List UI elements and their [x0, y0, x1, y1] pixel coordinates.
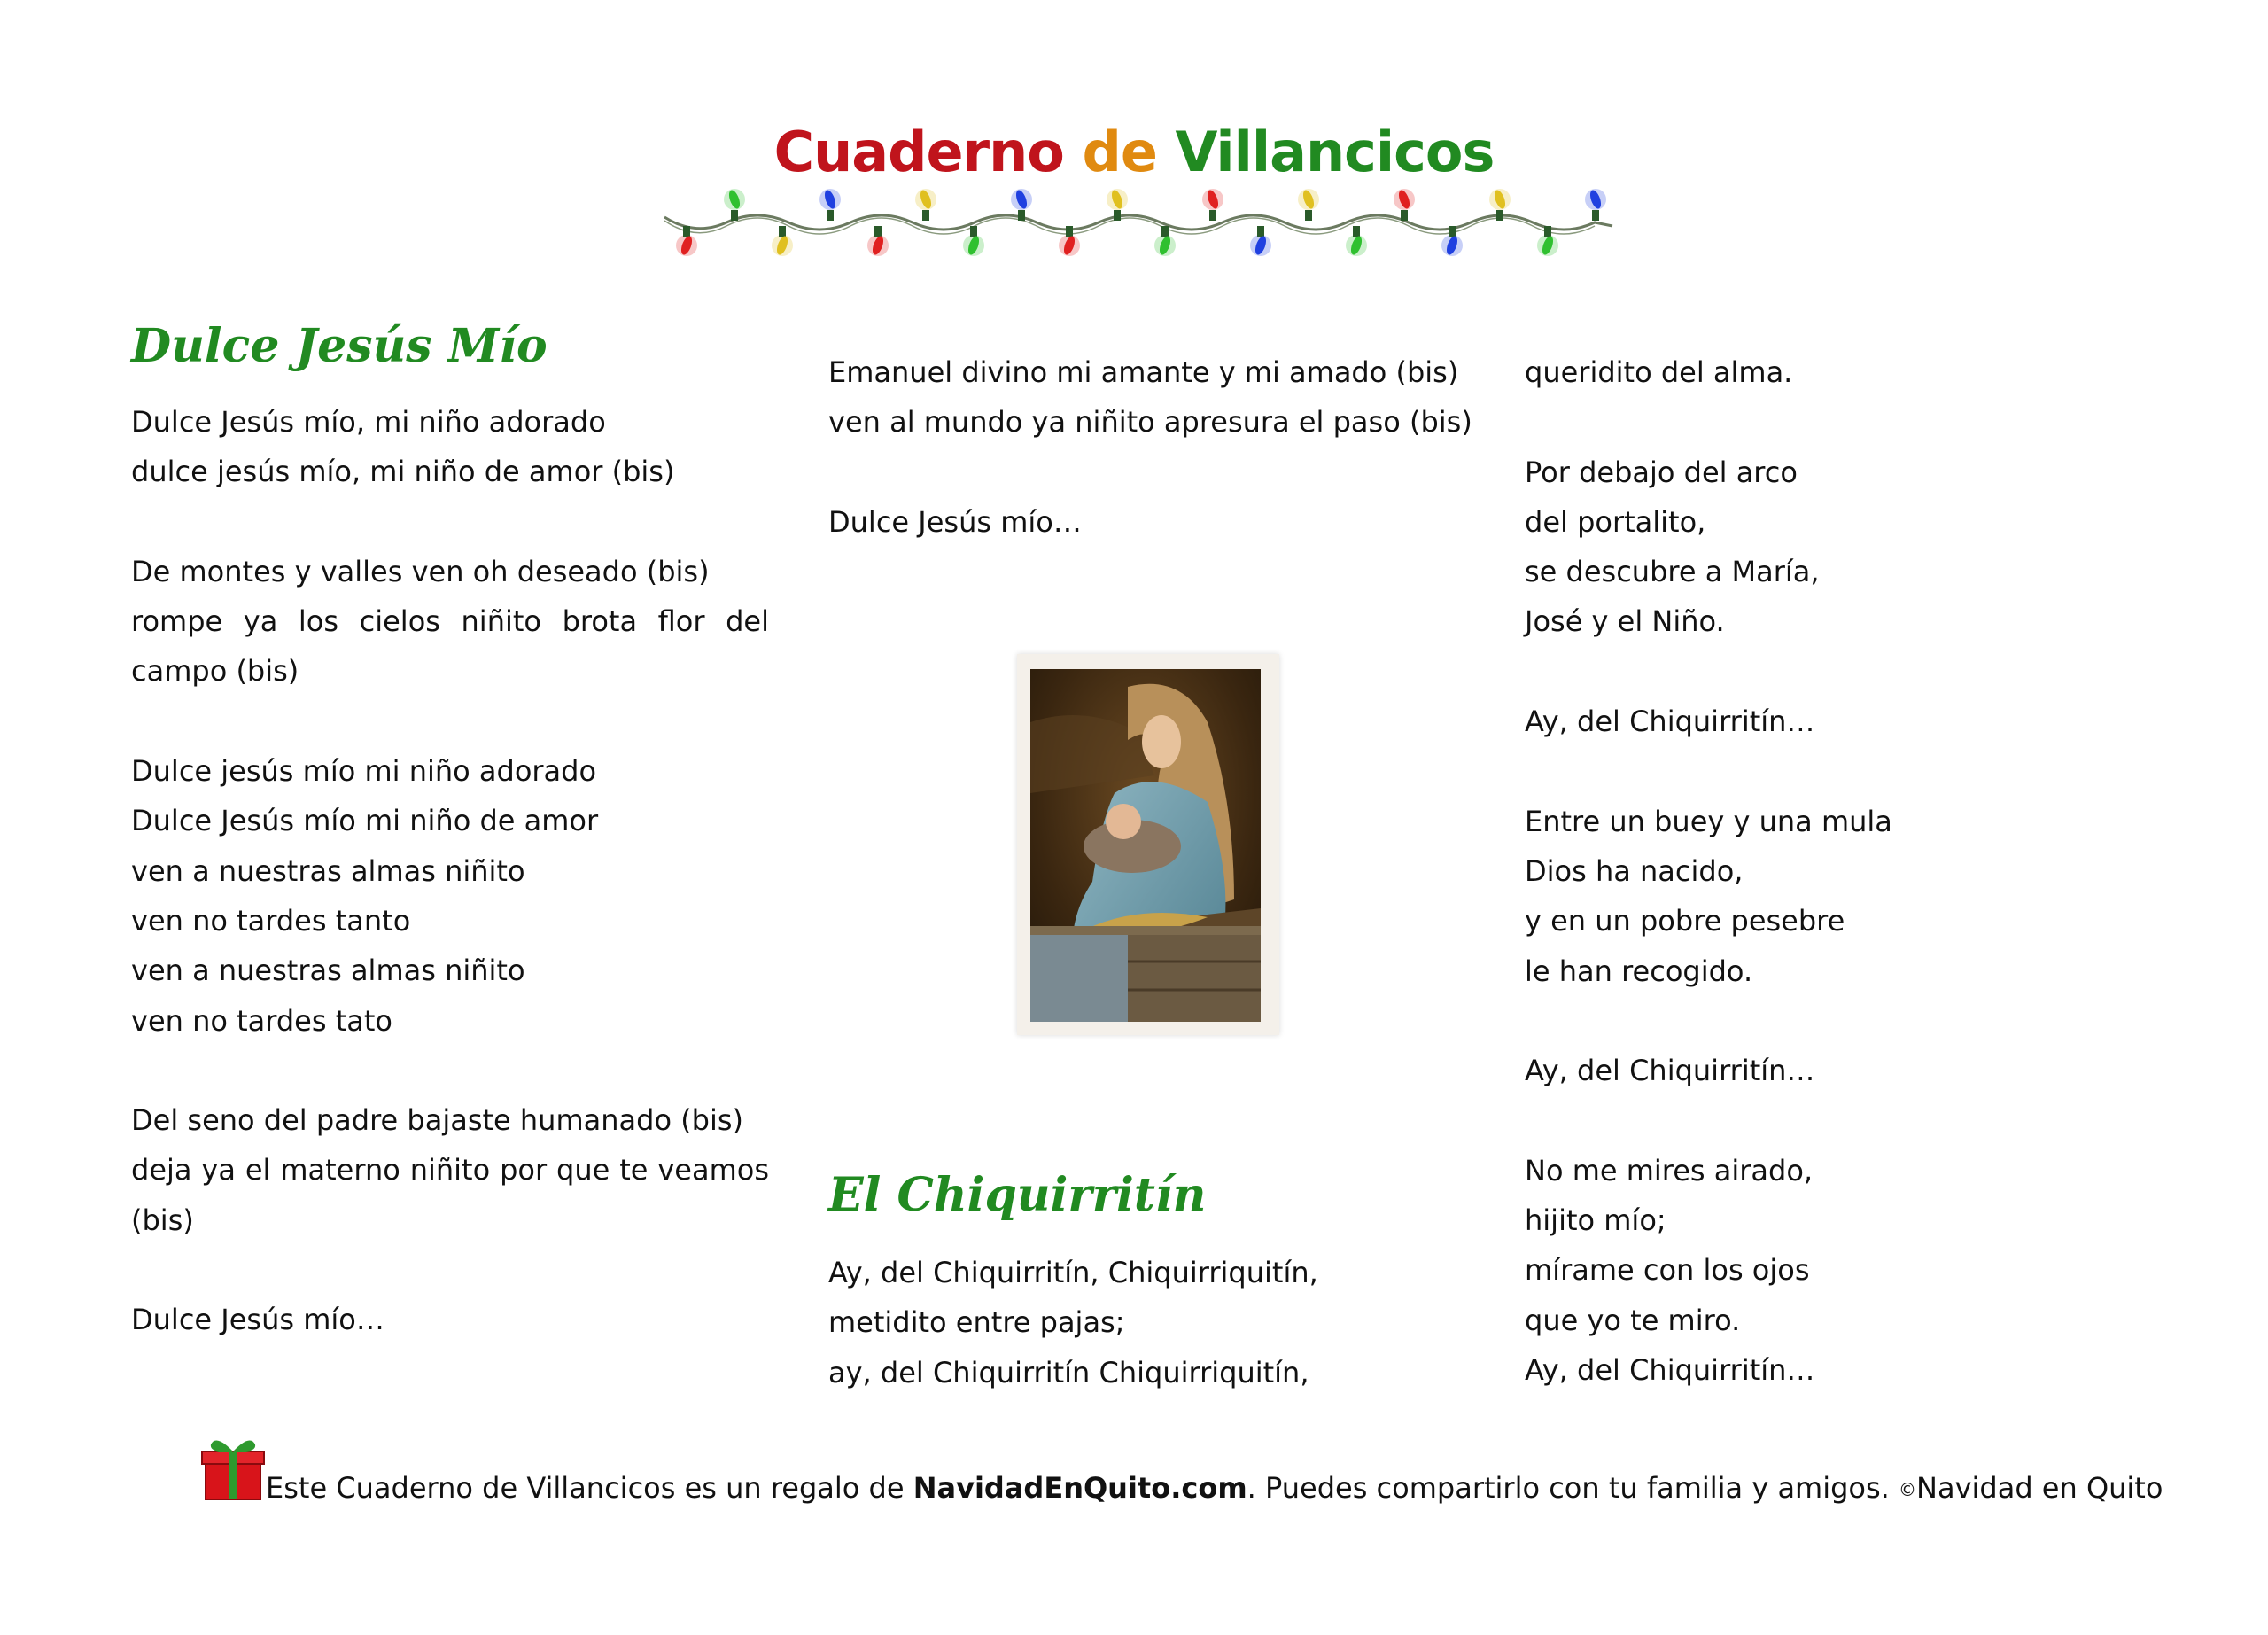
lyric-line: Dulce Jesús mío, mi niño adorado: [131, 405, 606, 439]
light-bulb-icon: [772, 226, 793, 256]
light-bulb-icon: [1346, 226, 1367, 256]
copyright-symbol: ©: [1899, 1479, 1917, 1500]
stanza-break: [1525, 996, 1892, 1046]
lyric-line: Ay, del Chiquirritín…: [1525, 1352, 1815, 1387]
lyric-line: dulce jesús mío, mi niño de amor (bis): [131, 455, 675, 489]
lyric-line: Ay, del Chiquirritín…: [1525, 1054, 1815, 1088]
stanza-break: [131, 1245, 771, 1295]
lyric-line: del portalito,: [1525, 504, 1706, 539]
stanza-break: [1525, 746, 1892, 796]
lyric-line: Dios ha nacido,: [1525, 853, 1744, 888]
lyric-line: ven a nuestras almas niñito: [131, 954, 525, 988]
lyric-line: ven no tardes tanto: [131, 903, 411, 938]
nativity-photo: [1017, 654, 1279, 1035]
lyric-line: le han recogido.: [1525, 954, 1753, 988]
lyric-line: hijito mío;: [1525, 1203, 1666, 1238]
title-word-de: de: [1082, 120, 1157, 184]
lyric-line: Emanuel divino mi amante y mi amado (bis): [828, 355, 1459, 389]
light-bulb-icon: [1298, 189, 1319, 221]
lyric-line: ven a nuestras almas niñito: [131, 853, 525, 888]
stanza-break: [1525, 647, 1892, 697]
gift-icon: [200, 1434, 268, 1503]
page-title: [0, 120, 2268, 184]
lyric-line: José y el Niño.: [1525, 604, 1725, 639]
song1-lyrics-continued: [828, 347, 1472, 547]
footer-site-link[interactable]: NavidadEnQuito.com: [913, 1471, 1247, 1505]
song1-lyrics: [131, 397, 771, 1345]
title-word-cuaderno: Cuaderno: [773, 120, 1064, 184]
light-bulb-icon: [1202, 189, 1223, 221]
lyric-line: Dulce jesús mío mi niño adorado: [131, 754, 597, 789]
lyric-line: ven al mundo ya niñito apresura el paso (bis): [828, 405, 1472, 440]
light-bulb-icon: [819, 189, 841, 221]
title-word-villancicos: Villancicos: [1175, 120, 1495, 184]
song1-title: Dulce Jesús Mío: [131, 319, 548, 373]
lyric-line: se descubre a María,: [1525, 555, 1820, 589]
light-bulb-icon: [1585, 189, 1606, 221]
light-bulb-icon: [676, 226, 697, 256]
lyric-line: metidito entre pajas;: [828, 1305, 1125, 1340]
lyric-line: mírame con los ojos: [1525, 1253, 1810, 1288]
footer-note: [266, 1471, 2163, 1505]
lyric-line: Ay, del Chiquirritín…: [1525, 705, 1815, 739]
lyric-line: que yo te miro.: [1525, 1303, 1741, 1337]
song2-lyrics-continued: [1525, 347, 1892, 1395]
lyric-line: No me mires airado,: [1525, 1153, 1814, 1187]
footer-text-before: Este Cuaderno de Villancicos es un regalo de: [266, 1471, 913, 1505]
footer-owner: Navidad en Quito: [1916, 1471, 2163, 1505]
song2-lyrics: [828, 1248, 1318, 1398]
lyric-line: Dulce Jesús mío…: [131, 1303, 384, 1337]
lyric-line: Dulce Jesús mío…: [828, 504, 1082, 539]
song2-title: El Chiquirritín: [828, 1168, 1207, 1222]
lyric-line: y en un pobre pesebre: [1525, 904, 1845, 938]
light-bulb-icon: [963, 226, 984, 256]
stanza-break: [1525, 397, 1892, 447]
light-bulb-icon: [915, 189, 936, 221]
light-bulb-icon: [1250, 226, 1271, 256]
stanza-break: [1525, 1095, 1892, 1145]
lyric-line: Dulce Jesús mío mi niño de amor: [131, 804, 599, 838]
light-bulb-icon: [1394, 189, 1415, 221]
lyric-line: Ay, del Chiquirritín, Chiquirriquitín,: [828, 1256, 1318, 1289]
stanza-break: [828, 448, 1472, 497]
lyric-line: deja ya el materno niñito por que te veamos (bis): [131, 1153, 769, 1237]
light-bulb-icon: [867, 226, 889, 256]
lyric-line: Entre un buey y una mula: [1525, 804, 1892, 838]
lyric-line: De montes y valles ven oh deseado (bis): [131, 554, 710, 588]
stanza-break: [131, 497, 771, 547]
lyric-line: Del seno del padre bajaste humanado (bis): [131, 1103, 744, 1138]
lyric-line: ven no tardes tato: [131, 1003, 392, 1038]
lyric-line: ay, del Chiquirritín Chiquirriquitín,: [828, 1355, 1309, 1390]
lyric-line: rompe ya los cielos niñito brota flor del campo (bis): [131, 604, 769, 689]
christmas-lights-icon: [660, 182, 1617, 270]
lyric-line: queridito del alma.: [1525, 355, 1793, 389]
lyric-line: Por debajo del arco: [1525, 455, 1798, 489]
footer-text-after: . Puedes compartirlo con tu familia y amigos.: [1247, 1471, 1899, 1505]
stanza-break: [131, 697, 771, 746]
stanza-break: [131, 1046, 771, 1095]
light-bulb-icon: [1537, 226, 1558, 256]
